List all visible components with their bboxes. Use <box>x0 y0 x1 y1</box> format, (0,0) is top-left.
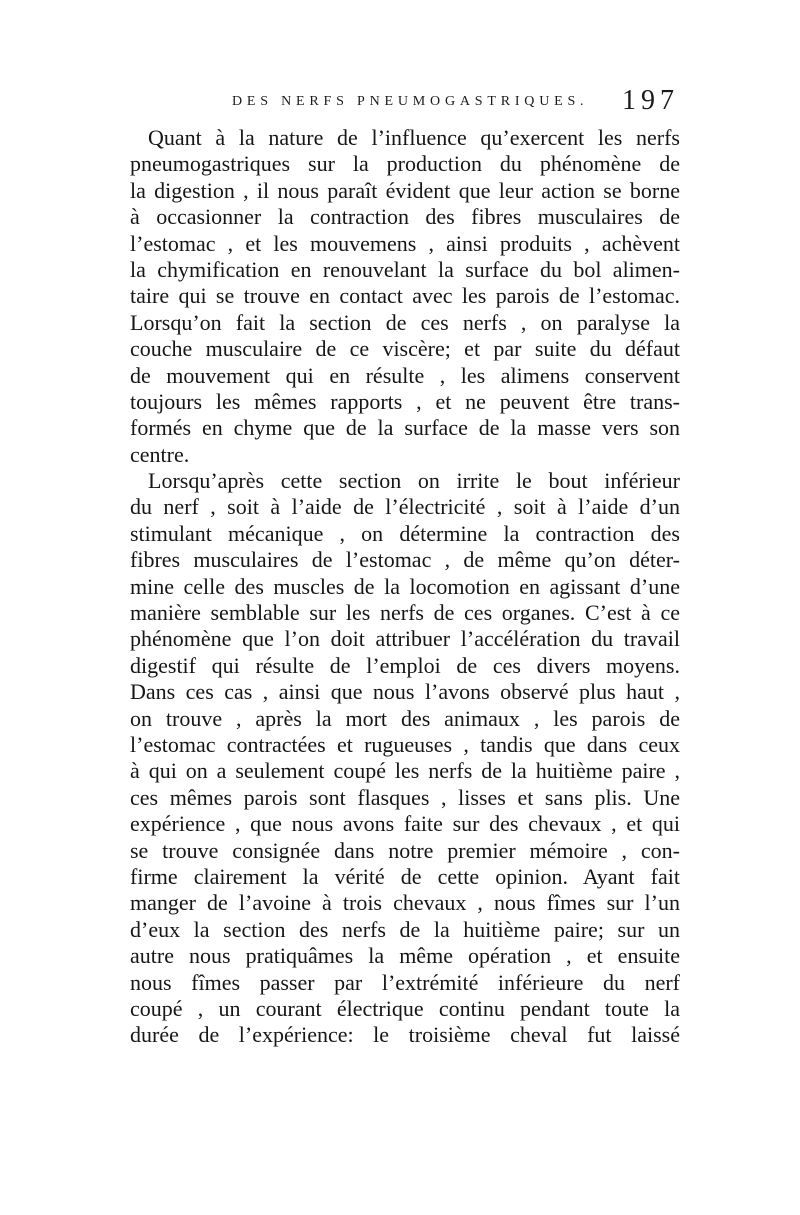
text-line: se trouve consignée dans notre premier mémoire , con- <box>130 837 680 863</box>
text-line: à occasionner la contraction des fibres musculaires de <box>130 204 680 230</box>
text-line: durée de l’expérience: le troisième cheval fut laissé <box>130 1022 680 1048</box>
text-line: couche musculaire de ce viscère; et par suite du défaut <box>130 336 680 362</box>
text-line: stimulant mécanique , on détermine la contraction des <box>130 520 680 546</box>
text-line: du nerf , soit à l’aide de l’électricité , soit à l’aide d’un <box>130 494 680 520</box>
text-line: formés en chyme que de la surface de la masse vers son <box>130 415 680 441</box>
body-text <box>130 125 680 1049</box>
text-line: Lorsqu’on fait la section de ces nerfs , on paralyse la <box>130 309 680 335</box>
text-line: Quant à la nature de l’influence qu’exercent les nerfs <box>148 125 680 150</box>
text-line: à qui on a seulement coupé les nerfs de la huitième paire , <box>130 758 680 784</box>
paragraph <box>130 468 680 1049</box>
text-line: taire qui se trouve en contact avec les parois de l’estomac. <box>130 283 680 309</box>
text-line: autre nous pratiquâmes la même opération , et ensuite <box>130 943 680 969</box>
text-line: fibres musculaires de l’estomac , de même qu’on déter- <box>130 547 680 573</box>
text-line: phénomène que l’on doit attribuer l’accélération du travail <box>130 626 680 652</box>
text-line: la chymification en renouvelant la surface du bol alimen- <box>130 256 680 282</box>
text-line: expérience , que nous avons faite sur des chevaux , et qui <box>130 811 680 837</box>
text-line: la digestion , il nous paraît évident que leur action se borne <box>130 177 680 203</box>
text-line: l’estomac , et les mouvemens , ainsi produits , achèvent <box>130 230 680 256</box>
text-line: firme clairement la vérité de cette opinion. Ayant fait <box>130 863 680 889</box>
text-line: d’eux la section des nerfs de la huitième paire; sur un <box>130 916 680 942</box>
text-line: centre. <box>130 441 190 467</box>
text-line: manger de l’avoine à trois chevaux , nous fîmes sur l’un <box>130 890 680 916</box>
text-line: toujours les mêmes rapports , et ne peuvent être trans- <box>130 388 680 414</box>
text-line: digestif qui résulte de l’emploi de ces divers moyens. <box>130 652 680 678</box>
paragraph <box>130 125 680 468</box>
text-line: manière semblable sur les nerfs de ces organes. C’est à ce <box>130 600 680 626</box>
text-line: Lorsqu’après cette section on irrite le bout inférieur <box>148 468 680 494</box>
text-line: nous fîmes passer par l’extrémité inférieure du nerf <box>130 969 680 995</box>
running-head: DES NERFS PNEUMOGASTRIQUES. <box>232 94 589 109</box>
text-line: Dans ces cas , ainsi que nous l’avons observé plus haut , <box>130 679 680 705</box>
text-line: on trouve , après la mort des animaux , les parois de <box>130 705 680 731</box>
page-number: 197 <box>622 85 679 116</box>
text-line: mine celle des muscles de la locomotion en agissant d’une <box>130 573 680 599</box>
text-line: ces mêmes parois sont flasques , lisses et sans plis. Une <box>130 784 680 810</box>
text-line: pneumogastriques sur la production du phénomène de <box>130 151 680 177</box>
text-line: l’estomac contractées et rugueuses , tandis que dans ceux <box>130 731 680 757</box>
text-line: de mouvement qui en résulte , les alimens conservent <box>130 362 680 388</box>
text-line: coupé , un courant électrique continu pendant toute la <box>130 995 680 1021</box>
